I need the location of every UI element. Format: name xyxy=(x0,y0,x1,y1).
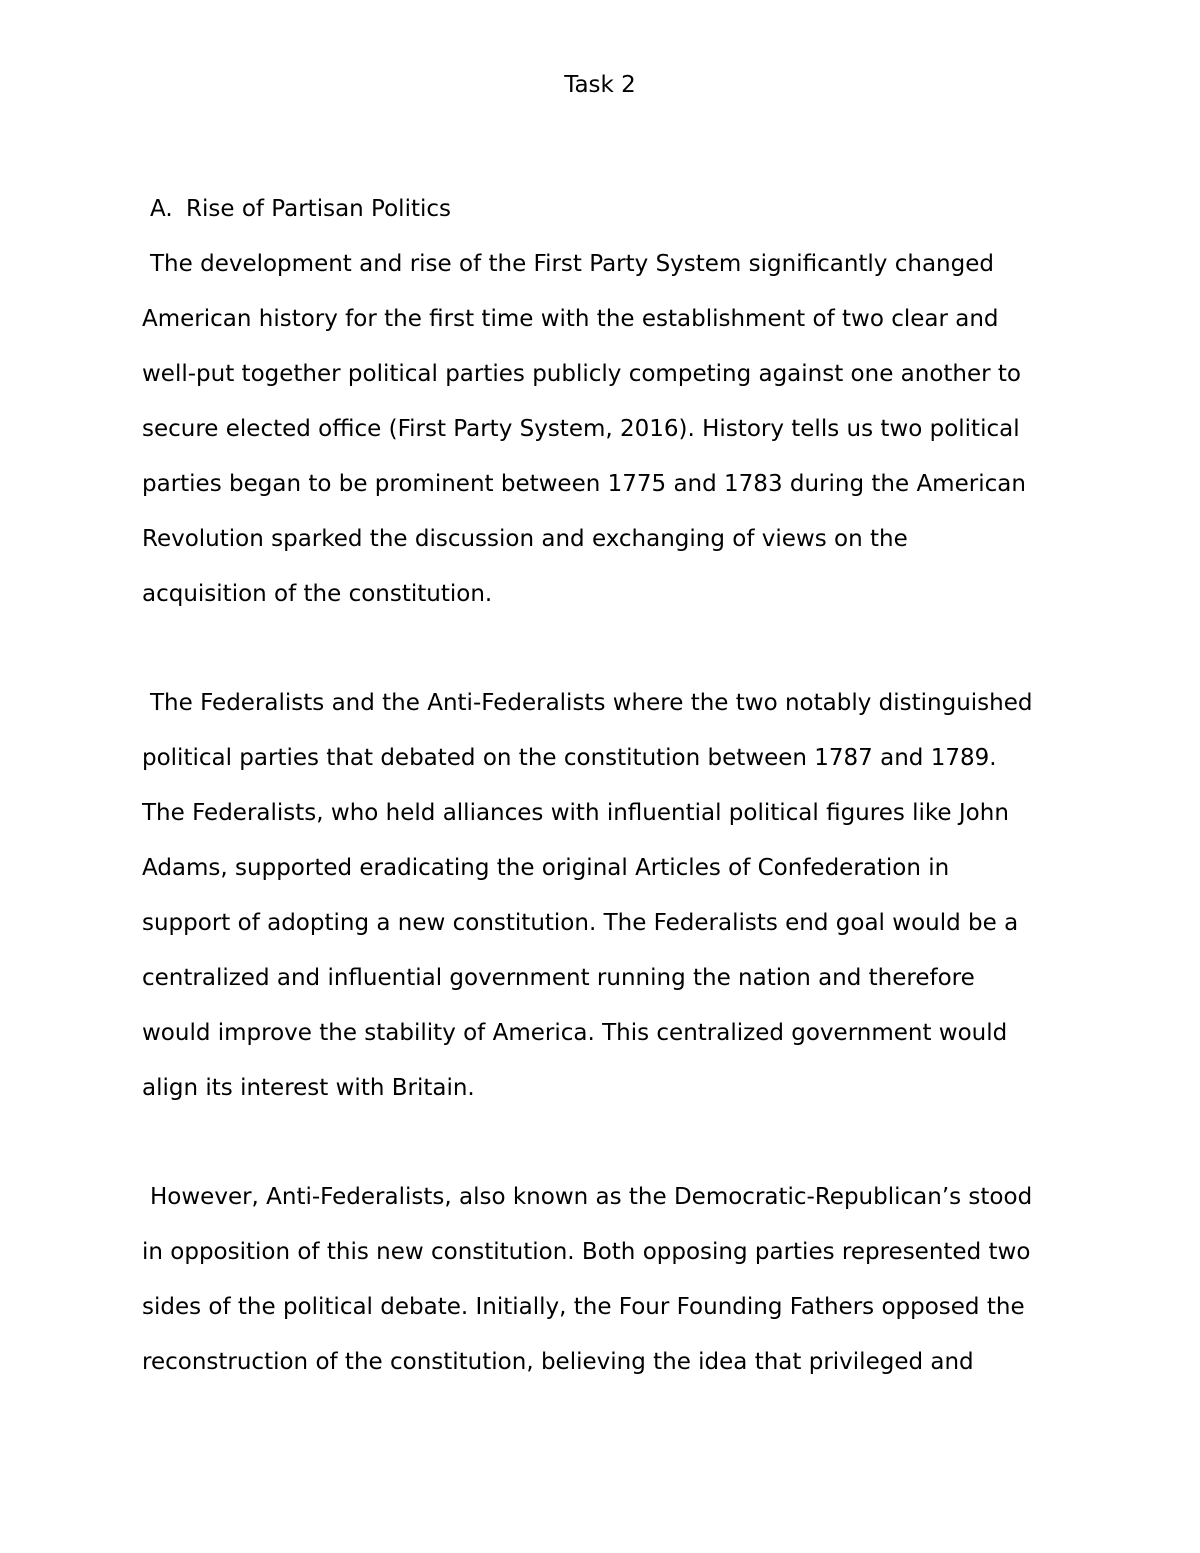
paragraph-line: The development and rise of the First Party System significantly changed xyxy=(150,251,994,277)
section-heading-text: Rise of Partisan Politics xyxy=(186,196,451,222)
paragraph-line: The Federalists and the Anti-Federalists where the two notably distinguished xyxy=(150,690,1033,716)
paragraph-line: would improve the stability of America. This centralized government would xyxy=(142,1020,1008,1046)
paragraph-line: in opposition of this new constitution. Both opposing parties represented two xyxy=(142,1239,1031,1265)
paragraph-3 xyxy=(142,1182,1072,1402)
paragraph-line: American history for the first time with the establishment of two clear and xyxy=(142,306,999,332)
section-heading xyxy=(150,194,451,224)
paragraph-line: secure elected office (First Party System, 2016). History tells us two political xyxy=(142,416,1020,442)
paragraph-line: sides of the political debate. Initially, the Four Founding Fathers opposed the xyxy=(142,1294,1025,1320)
paragraph-line: However, Anti-Federalists, also known as the Democratic-Republican’s stood xyxy=(150,1184,1033,1210)
paragraph-2 xyxy=(142,688,1072,1128)
paragraph-line: Adams, supported eradicating the original Articles of Confederation in xyxy=(142,855,950,881)
paragraph-line: well-put together political parties publicly competing against one another to xyxy=(142,361,1022,387)
document-title: Task 2 xyxy=(564,72,636,98)
paragraph-line: centralized and influential government running the nation and therefore xyxy=(142,965,975,991)
paragraph-1 xyxy=(142,249,1072,634)
paragraph-line: align its interest with Britain. xyxy=(142,1075,475,1101)
paragraph-line: acquisition of the constitution. xyxy=(142,581,493,607)
paragraph-line: reconstruction of the constitution, believing the idea that privileged and xyxy=(142,1349,974,1375)
paragraph-line: parties began to be prominent between 1775 and 1783 during the American xyxy=(142,471,1026,497)
paragraph-line: political parties that debated on the constitution between 1787 and 1789. xyxy=(142,745,997,771)
paragraph-line: Revolution sparked the discussion and exchanging of views on the xyxy=(142,526,908,552)
section-marker: A. xyxy=(150,196,173,222)
paragraph-line: The Federalists, who held alliances with influential political figures like John xyxy=(142,800,1009,826)
paragraph-line: support of adopting a new constitution. The Federalists end goal would be a xyxy=(142,910,1019,936)
